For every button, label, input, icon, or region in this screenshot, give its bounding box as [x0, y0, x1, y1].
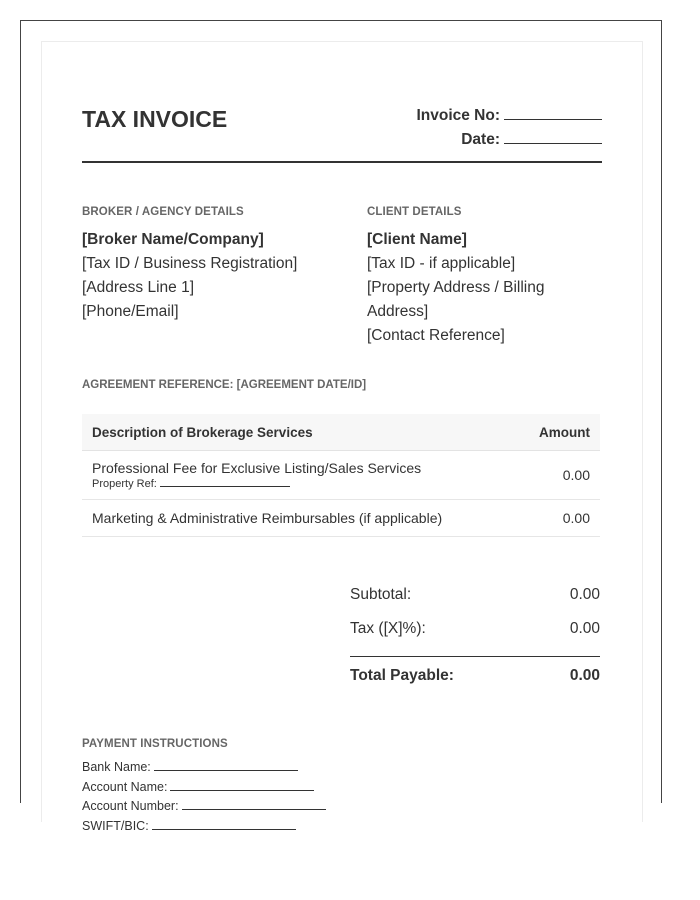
amount-column-header: Amount	[517, 414, 600, 451]
account-number-label: Account Number:	[82, 799, 179, 813]
invoice-number-line	[416, 104, 602, 128]
broker-contact: [Phone/Email]	[82, 303, 179, 320]
client-name: [Client Name]	[367, 231, 467, 248]
bank-name-label: Bank Name:	[82, 760, 151, 774]
broker-name: [Broker Name/Company]	[82, 231, 264, 248]
service-amount: 0.00	[517, 500, 600, 537]
invoice-sheet	[41, 41, 643, 833]
bank-name-line	[82, 758, 326, 778]
property-ref-label: Property Ref:	[92, 478, 157, 490]
tax-value: 0.00	[569, 620, 600, 637]
swift-blank	[152, 819, 296, 830]
broker-tax-id: [Tax ID / Business Registration]	[82, 255, 298, 272]
total-row	[350, 663, 600, 697]
client-heading: CLIENT DETAILS	[367, 206, 462, 218]
property-ref-blank	[160, 477, 290, 487]
total-value: 0.00	[569, 667, 600, 684]
client-tax-id: [Tax ID - if applicable]	[367, 255, 516, 272]
account-name-label: Account Name:	[82, 779, 168, 794]
account-number-blank	[182, 799, 326, 810]
totals-divider	[350, 656, 600, 657]
client-address-line-1: [Property Address / Billing	[367, 279, 545, 296]
table-row	[82, 451, 600, 500]
account-name-blank	[170, 780, 314, 791]
agreement-reference: AGREEMENT REFERENCE: [AGREEMENT DATE/ID]	[82, 379, 367, 391]
account-name-line	[82, 778, 326, 798]
payment-instructions	[82, 738, 326, 836]
account-number-line	[82, 797, 326, 817]
subtotal-row	[350, 582, 600, 616]
service-amount: 0.00	[517, 451, 600, 500]
services-table	[82, 414, 600, 537]
invoice-date-label: Date:	[461, 131, 500, 148]
invoice-number-blank	[504, 105, 602, 120]
tax-label: Tax ([X]%):	[350, 620, 426, 637]
invoice-meta	[416, 104, 602, 152]
page-title: TAX INVOICE	[82, 106, 228, 132]
service-description-text: Professional Fee for Exclusive Listing/Sales Services	[92, 460, 422, 476]
services-header-row	[82, 414, 600, 451]
service-description	[82, 451, 517, 500]
client-contact: [Contact Reference]	[367, 327, 505, 344]
invoice-date-line	[416, 128, 602, 152]
subtotal-label: Subtotal:	[350, 586, 412, 603]
total-label: Total Payable:	[350, 667, 454, 684]
tax-row	[350, 616, 600, 650]
invoice-number-label: Invoice No:	[416, 107, 500, 124]
table-row	[82, 500, 600, 537]
broker-heading: BROKER / AGENCY DETAILS	[82, 206, 244, 218]
broker-details	[82, 206, 372, 324]
client-address-line-2: Address]	[367, 303, 429, 320]
totals-block	[350, 582, 600, 697]
invoice-date-blank	[504, 129, 602, 144]
payment-heading: PAYMENT INSTRUCTIONS	[82, 738, 228, 750]
swift-label: SWIFT/BIC:	[82, 818, 149, 833]
header-divider	[82, 161, 602, 163]
description-column-header: Description of Brokerage Services	[82, 414, 517, 451]
broker-address: [Address Line 1]	[82, 279, 195, 296]
property-ref	[92, 477, 507, 490]
service-description: Marketing & Administrative Reimbursables (if applicable)	[82, 500, 517, 537]
document-frame	[20, 20, 662, 833]
bank-name-blank	[154, 760, 298, 771]
subtotal-value: 0.00	[569, 586, 600, 603]
client-details	[367, 206, 657, 348]
swift-line	[82, 817, 326, 837]
